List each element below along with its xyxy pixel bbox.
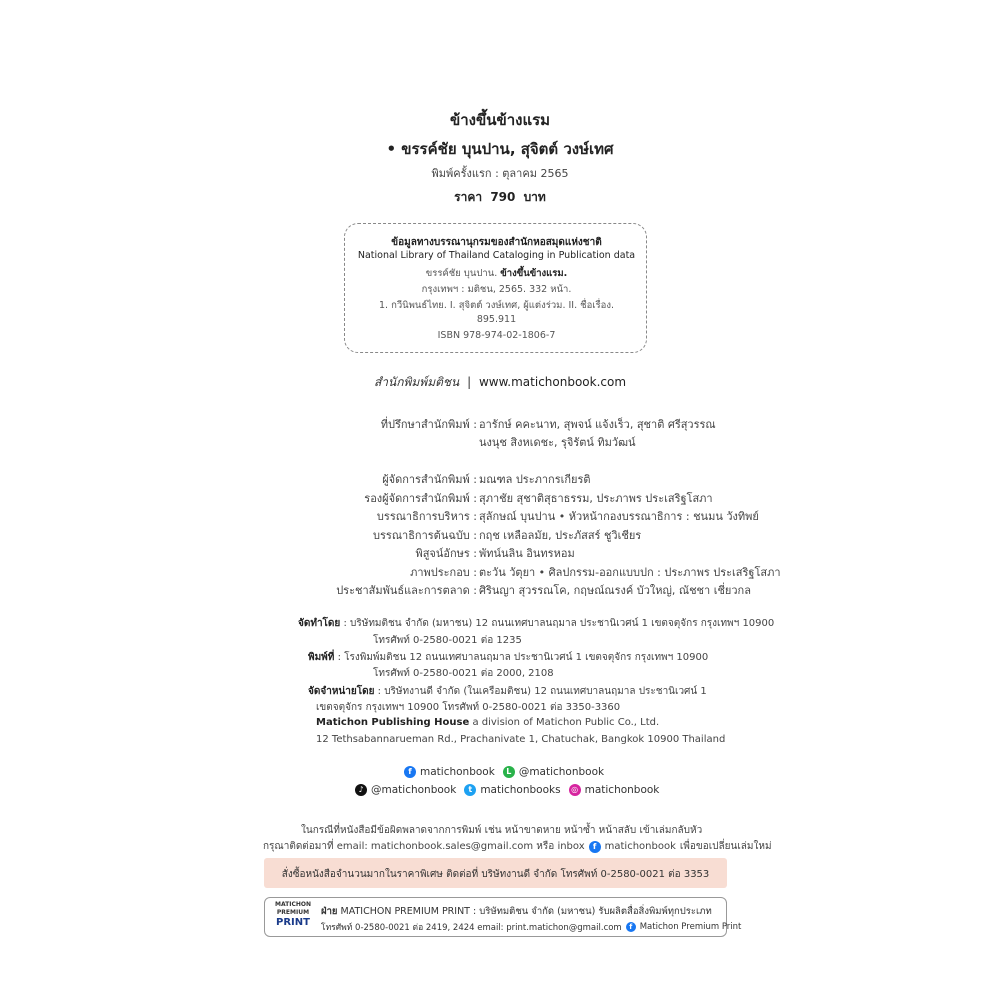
premium-facebook[interactable]: Matichon Premium Print xyxy=(639,922,742,932)
mph-name: Matichon Publishing House xyxy=(316,717,470,728)
premium-logo-line3: PRINT xyxy=(276,917,310,928)
tiktok-handle[interactable]: @matichonbook xyxy=(371,784,457,796)
printed-label: พิมพ์ที่ xyxy=(308,652,335,663)
premium-logo-line1: MATICHON xyxy=(275,901,312,908)
staff-label: ประชาสัมพันธ์และการตลาด : xyxy=(336,584,477,597)
advisors-line2: นงนุช สิงหเดชะ, รุจิรัตน์ ทิมวัฒน์ xyxy=(479,436,636,449)
line-icon: L xyxy=(503,766,515,778)
social-row-2 xyxy=(355,784,659,796)
twitter-handle[interactable]: matichonbooks xyxy=(480,784,561,796)
cip-title: ข้างขึ้นข้างแรม. xyxy=(500,268,568,279)
price-amount: 790 xyxy=(490,190,516,204)
cip-classification: 895.911 xyxy=(476,314,517,325)
cip-heading-th: ข้อมูลทางบรรณานุกรมของสำนักหอสมุดแห่งชาติ xyxy=(391,237,602,248)
produced-label: จัดทำโดย xyxy=(298,618,341,629)
errata-contact: กรุณาติดต่อมาที่ email: matichonbook.sales@gmail.com หรือ inbox xyxy=(263,841,585,852)
staff-value: สุภาชัย สุชาติสุธาธรรม, ประภาพร ประเสริฐโสภา xyxy=(479,492,713,505)
premium-line1 xyxy=(321,904,712,919)
facebook-icon: f xyxy=(404,766,416,778)
social-row-1 xyxy=(404,766,604,778)
staff-label: ผู้จัดการสำนักพิมพ์ : xyxy=(382,473,477,486)
errata-line2 xyxy=(263,839,772,854)
premium-contact: โทรศัพท์ 0-2580-0021 ต่อ 2419, 2424 email: print.matichon@gmail.com xyxy=(321,923,622,933)
staff-label: รองผู้จัดการสำนักพิมพ์ : xyxy=(364,492,477,505)
distributed-by xyxy=(308,684,707,699)
price-unit: บาท xyxy=(523,190,546,204)
mph-line xyxy=(316,717,659,728)
line-handle[interactable]: @matichonbook xyxy=(518,766,605,778)
staff-label: ภาพประกอบ : xyxy=(410,566,477,579)
mph-address: 12 Tethsabannarueman Rd., Prachanivate 1, Chatuchak, Bangkok 10900 Thailand xyxy=(316,734,726,745)
bulk-order-banner xyxy=(264,858,727,888)
errata-facebook[interactable]: matichonbook xyxy=(604,841,676,852)
instagram-icon: ◎ xyxy=(569,784,581,796)
premium-line2 xyxy=(321,920,741,934)
cip-subjects: 1. กวีนิพนธ์ไทย. I. สุจิตต์ วงษ์เทศ, ผู้แต่งร่วม. II. ชื่อเรื่อง. xyxy=(379,300,614,311)
instagram-handle[interactable]: matichonbook xyxy=(584,784,660,796)
bulk-order-text: สั่งซื้อหนังสือจำนวนมากในราคาพิเศษ ติดต่อที่ บริษัทงานดี จำกัด โทรศัพท์ 0-2580-0021 ต่อ 3353 xyxy=(281,869,710,880)
staff-value: ตะวัน วัตุยา • ศิลปกรรม-ออกแบบปก : ประภาพร ประเสริฐโสภา xyxy=(479,566,781,579)
staff-value: กฤช เหลือลมัย, ประภัสสร์ ชูวิเชียร xyxy=(479,529,642,542)
publisher-logo: สำนักพิมพ์มติชน xyxy=(373,375,460,389)
cip-isbn: ISBN 978-974-02-1806-7 xyxy=(437,330,556,341)
cip-heading-en: National Library of Thailand Cataloging in Publication data xyxy=(357,250,636,261)
staff-label: พิสูจน์อักษร : xyxy=(415,547,477,560)
staff-value: ศิรินญา สุวรรณโค, กฤษณ์ณรงค์ บัวใหญ่, ณัชชา เชี่ยวกล xyxy=(479,584,751,597)
cip-author-line xyxy=(345,266,648,281)
advisors-line1: อารักษ์ คคะนาท, สุพจน์ แจ้งเร็ว, สุชาติ ศรีสุวรรณ xyxy=(479,418,716,431)
mph-division: a division of Matichon Public Co., Ltd. xyxy=(472,717,660,728)
distributed-address: : บริษัทงานดี จำกัด (ในเครือมติชน) 12 ถนนเทศบาลนฤมาล ประชานิเวศน์ 1 xyxy=(377,686,707,697)
tiktok-icon: ♪ xyxy=(355,784,367,796)
facebook-handle[interactable]: matichonbook xyxy=(420,766,495,778)
premium-label: ฝ่าย xyxy=(321,906,338,917)
cip-imprint: กรุงเทพฯ : มติชน, 2565. 332 หน้า. xyxy=(421,284,572,295)
separator: | xyxy=(467,375,472,389)
facebook-icon: f xyxy=(626,922,636,932)
printed-address: : โรงพิมพ์มติชน 12 ถนนเทศบาลนฤมาล ประชานิเวศน์ 1 เขตจตุจักร กรุงเทพฯ 10900 xyxy=(337,652,709,663)
price xyxy=(0,188,1000,207)
distributed-phone: เขตจตุจักร กรุงเทพฯ 10900 โทรศัพท์ 0-2580-0021 ต่อ 3350-3360 xyxy=(316,702,621,713)
distributed-label: จัดจำหน่ายโดย xyxy=(308,686,375,697)
twitter-icon: t xyxy=(464,784,476,796)
cip-author: ขรรค์ชัย บุนปาน. xyxy=(425,268,498,279)
staff-label: บรรณาธิการต้นฉบับ : xyxy=(373,529,477,542)
produced-by xyxy=(298,616,774,631)
printed-phone: โทรศัพท์ 0-2580-0021 ต่อ 2000, 2108 xyxy=(373,668,554,679)
staff-value: มณฑล ประภากรเกียรติ xyxy=(479,473,591,486)
premium-print-logo xyxy=(275,901,311,929)
staff-value: พัทน์นลิน อินทรหอม xyxy=(479,547,575,560)
printed-by xyxy=(308,650,708,665)
errata-line1: ในกรณีที่หนังสือมีข้อผิดพลาดจากการพิมพ์ เช่น หน้าขาดหาย หน้าซ้ำ หน้าสลับ เข้าเล่มกลับหัว xyxy=(301,825,703,836)
edition-info: พิมพ์ครั้งแรก : ตุลาคม 2565 xyxy=(431,167,569,180)
premium-logo-line2: PREMIUM xyxy=(276,909,310,916)
staff-label: บรรณาธิการบริหาร : xyxy=(376,510,477,523)
cip-data-box xyxy=(344,223,647,353)
premium-print-box xyxy=(264,897,742,937)
staff-value: สุลักษณ์ บุนปาน • หัวหน้ากองบรรณาธิการ : ชนมน วังทิพย์ xyxy=(479,510,759,523)
website-link[interactable]: www.matichonbook.com xyxy=(478,375,627,389)
authors: • ขรรค์ชัย บุนปาน, สุจิตต์ วงษ์เทศ xyxy=(386,140,614,158)
price-label: ราคา xyxy=(454,190,483,204)
book-title: ข้างขึ้นข้างแรม xyxy=(449,111,551,129)
publisher-row xyxy=(0,373,1000,392)
advisors-label: ที่ปรึกษาสำนักพิมพ์ : xyxy=(380,418,477,431)
produced-address: : บริษัทมติชน จำกัด (มหาชน) 12 ถนนเทศบาลนฤมาล ประชานิเวศน์ 1 เขตจตุจักร กรุงเทพฯ 10900 xyxy=(343,618,775,629)
premium-desc: MATICHON PREMIUM PRINT : บริษัทมติชน จำกัด (มหาชน) รับผลิตสื่อสิ่งพิมพ์ทุกประเภท xyxy=(340,906,712,917)
errata-exchange: เพื่อขอเปลี่ยนเล่มใหม่ xyxy=(679,841,772,852)
facebook-icon: f xyxy=(589,841,601,853)
produced-phone: โทรศัพท์ 0-2580-0021 ต่อ 1235 xyxy=(373,635,522,646)
